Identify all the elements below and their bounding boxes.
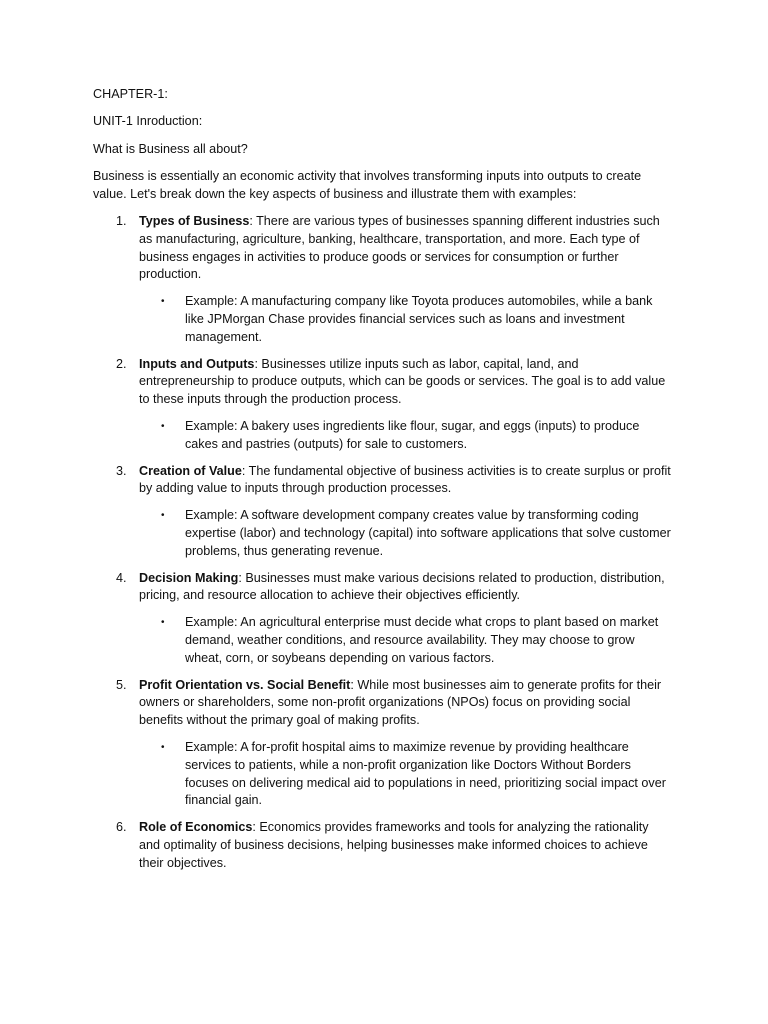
list-item-term: Role of Economics bbox=[139, 820, 253, 835]
list-item-text: : Economics provides frameworks and tools for analyzing the rationality and optimality of business decisions, helping businesses make informed choices to achieve their objectives. bbox=[139, 820, 649, 870]
bullet-icon: • bbox=[161, 420, 165, 432]
list-item-number: 4. bbox=[116, 570, 127, 585]
list-item-body bbox=[139, 677, 673, 730]
unit-heading: UNIT-1 Inroduction: bbox=[93, 114, 203, 129]
list-item-types-of-business bbox=[93, 213, 673, 347]
list-item-body bbox=[139, 356, 673, 409]
bullet-icon: • bbox=[161, 296, 165, 308]
list-item-body bbox=[139, 819, 673, 872]
list-item-term: Profit Orientation vs. Social Benefit bbox=[139, 677, 351, 692]
bullet-icon: • bbox=[161, 617, 165, 629]
list-item-number: 6. bbox=[116, 820, 127, 835]
intro-paragraph: Business is essentially an economic activity that involves transforming inputs into outputs to create value. Let's break down the key aspects of business and illustrate them with examples: bbox=[93, 168, 642, 201]
example-text: Example: A for-profit hospital aims to maximize revenue by providing healthcare services to patients, while a non-profit organization like Doctors Without Borders focuses on delivering medical aid to populations in need, prioritizing social impact over financial gain. bbox=[185, 739, 666, 808]
example-list bbox=[139, 293, 673, 346]
list-item-body bbox=[139, 463, 673, 499]
list-item-creation-of-value bbox=[93, 463, 673, 561]
list-item-profit-orientation bbox=[93, 677, 673, 811]
key-aspects-list bbox=[93, 213, 673, 873]
example-list bbox=[139, 418, 673, 454]
list-item-text: : There are various types of businesses spanning different industries such as manufacturing, agriculture, banking, healthcare, transportation, and more. Each type of business engages in activities to produce goods or services for consumption or further production. bbox=[139, 213, 660, 282]
list-item-inputs-and-outputs bbox=[93, 356, 673, 454]
list-item-text: : The fundamental objective of business activities is to create surplus or profit by adding value to inputs through production processes. bbox=[139, 463, 671, 496]
example-list bbox=[139, 739, 673, 810]
example-item bbox=[139, 507, 673, 560]
question-heading: What is Business all about? bbox=[93, 141, 248, 156]
list-item-term: Decision Making bbox=[139, 570, 239, 585]
list-item-term: Creation of Value bbox=[139, 463, 242, 478]
example-text: Example: A manufacturing company like Toyota produces automobiles, while a bank like JPMorgan Chase provides financial services such as loans and investment management. bbox=[185, 294, 653, 344]
list-item-number: 2. bbox=[116, 356, 127, 371]
list-item-role-of-economics bbox=[93, 819, 673, 872]
example-item bbox=[139, 739, 673, 810]
list-item-body bbox=[139, 213, 673, 284]
list-item-text: : While most businesses aim to generate profits for their owners or shareholders, some non-profit organizations (NPOs) focus on providing social benefits without the primary goal of making profits. bbox=[139, 677, 662, 728]
list-item-text: : Businesses utilize inputs such as labor, capital, land, and entrepreneurship to produce outputs, which can be goods or services. The goal is to add value to these inputs through the production process. bbox=[139, 356, 666, 407]
list-item-number: 1. bbox=[116, 213, 127, 228]
example-text: Example: A software development company creates value by transforming coding expertise (labor) and technology (capital) into software applications that solve customer problems, thus generating revenue. bbox=[185, 508, 671, 558]
example-text: Example: A bakery uses ingredients like flour, sugar, and eggs (inputs) to produce cakes and pastries (outputs) for sale to customers. bbox=[185, 418, 640, 451]
example-text: Example: An agricultural enterprise must decide what crops to plant based on market demand, weather conditions, and resource availability. They may choose to grow wheat, corn, or soybeans depending on various factors. bbox=[185, 615, 659, 665]
list-item-number: 3. bbox=[116, 463, 127, 478]
chapter-heading: CHAPTER-1: bbox=[93, 87, 168, 101]
example-item bbox=[139, 293, 673, 346]
example-list bbox=[139, 507, 673, 560]
bullet-icon: • bbox=[161, 741, 165, 753]
list-item-body bbox=[139, 570, 673, 606]
list-item-decision-making bbox=[93, 570, 673, 668]
example-item bbox=[139, 418, 673, 454]
example-list bbox=[139, 614, 673, 667]
list-item-term: Inputs and Outputs bbox=[139, 356, 255, 371]
list-item-text: : Businesses must make various decisions related to production, distribution, pricing, and resource allocation to achieve their objectives efficiently. bbox=[139, 570, 665, 603]
document-page bbox=[93, 86, 673, 881]
list-item-term: Types of Business bbox=[139, 213, 250, 228]
bullet-icon: • bbox=[161, 510, 165, 522]
list-item-number: 5. bbox=[116, 677, 127, 692]
example-item bbox=[139, 614, 673, 667]
